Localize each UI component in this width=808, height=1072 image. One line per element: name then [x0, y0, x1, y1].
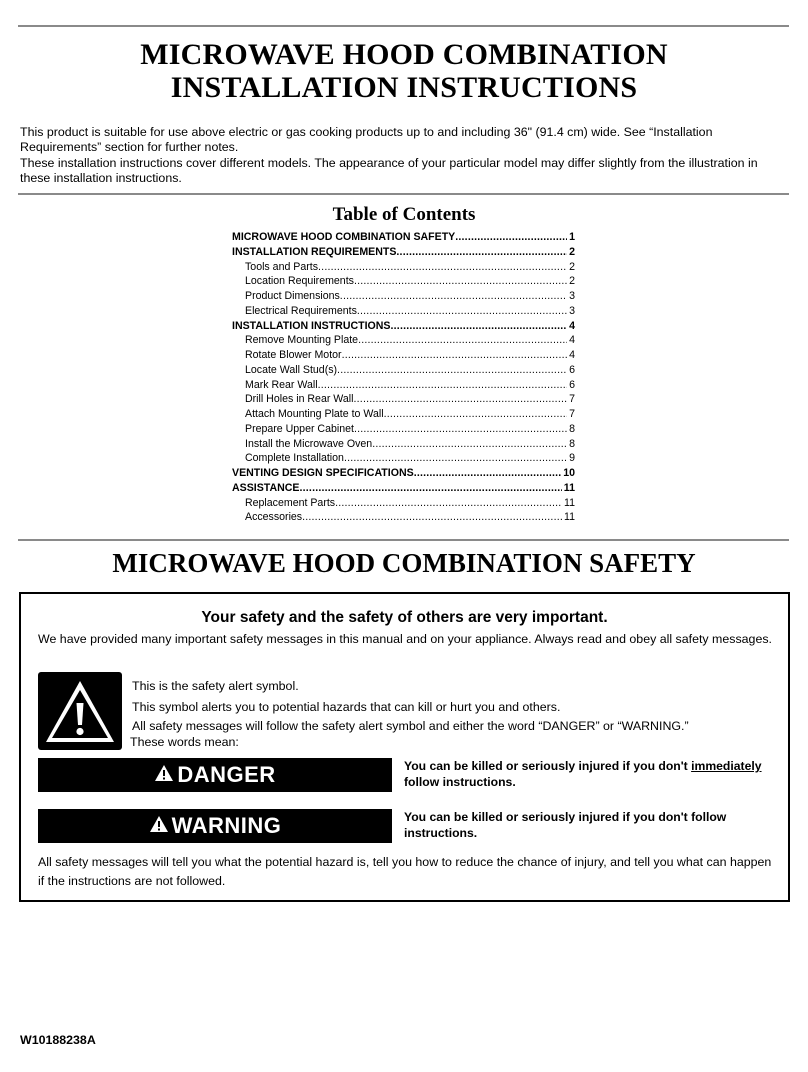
- danger-label: DANGER: [177, 762, 276, 787]
- title-line-2: INSTALLATION INSTRUCTIONS: [170, 71, 638, 104]
- toc-entry-label: Product Dimensions: [245, 290, 340, 302]
- toc-entry: [232, 378, 575, 393]
- toc-entry-page: 8: [569, 437, 575, 450]
- title-line-1: MICROWAVE HOOD COMBINATION: [140, 38, 668, 71]
- toc-entry: [232, 437, 575, 452]
- toc-entry-label: Location Requirements: [245, 275, 354, 288]
- toc-leader-dots: [344, 451, 567, 466]
- toc-entry: [232, 230, 575, 245]
- page-title: [0, 38, 808, 104]
- toc-entry-label: Install the Microwave Oven: [245, 437, 373, 450]
- toc-leader-dots: [372, 437, 567, 452]
- warning-label: WARNING: [171, 813, 282, 838]
- toc-leader-dots: [302, 510, 562, 525]
- toc-entry-label: Prepare Upper Cabinet: [245, 422, 354, 435]
- toc-entry: [232, 245, 575, 260]
- toc-entry-page: 2: [569, 245, 575, 258]
- toc-entry: [232, 392, 575, 407]
- intro-paragraph-2: These installation instructions cover different models. The appearance of your particular model may differ slightly from the illustration in these installation instructions.: [20, 156, 758, 185]
- toc-entry-label: Attach Mounting Plate to Wall: [245, 408, 384, 420]
- toc-entry-page: 7: [569, 393, 575, 406]
- toc-leader-dots: [342, 348, 568, 363]
- toc-entry-label: Remove Mounting Plate: [245, 334, 359, 347]
- safety-section-title: MICROWAVE HOOD COMBINATION SAFETY: [112, 548, 696, 578]
- toc-entry-label: INSTALLATION REQUIREMENTS: [232, 245, 397, 258]
- toc-entry: [232, 260, 575, 275]
- toc-title: Table of Contents: [332, 204, 476, 225]
- danger-text-b: follow instructions.: [404, 775, 516, 789]
- alert-line-3: All safety messages will follow the safety alert symbol and either the word “DANGER” or “WARNING.”: [132, 719, 689, 733]
- toc-leader-dots: [384, 407, 568, 422]
- danger-signal-word: [38, 758, 392, 792]
- toc-entry-page: 4: [569, 334, 575, 347]
- toc-entry-page: 8: [569, 422, 575, 435]
- toc-entry-page: 2: [569, 275, 575, 288]
- toc-leader-dots: [318, 378, 567, 393]
- safety-box-intro: We have provided many important safety messages in this manual and on your appliance. Always read and obey all safety messages.: [38, 632, 772, 646]
- toc-entry-label: INSTALLATION INSTRUCTIONS: [232, 319, 391, 332]
- safety-box: [19, 592, 790, 902]
- toc-entry: [232, 274, 575, 289]
- toc-entry-page: 3: [569, 304, 575, 317]
- toc-entry-page: 3: [569, 290, 575, 302]
- toc-leader-dots: [335, 496, 562, 511]
- toc-leader-dots: [300, 481, 562, 496]
- toc-leader-dots: [455, 230, 567, 245]
- intro-text: [20, 125, 788, 187]
- divider-toc: [18, 193, 789, 195]
- toc-entry-page: 9: [569, 452, 575, 465]
- toc-entry-page: 6: [569, 378, 575, 391]
- divider-safety: [18, 539, 789, 541]
- toc-leader-dots: [340, 289, 567, 304]
- toc-entry-page: 11: [564, 496, 575, 509]
- danger-text-emphasis: immediately: [691, 759, 762, 773]
- toc-leader-dots: [358, 333, 567, 348]
- toc-entry-label: Replacement Parts: [245, 496, 336, 509]
- toc-entry-page: 11: [564, 511, 575, 524]
- warning-description: You can be killed or seriously injured if you don't follow instructions.: [404, 810, 727, 840]
- table-of-contents: [232, 230, 575, 525]
- toc-entry-page: 4: [569, 349, 575, 361]
- warning-signal-word: [38, 809, 392, 843]
- toc-entry-page: 2: [569, 260, 575, 273]
- intro-paragraph-1: This product is suitable for use above electric or gas cooking products up to and including 36" (91.4 cm) wide. See “Installation Requirements” section for further notes.: [20, 125, 713, 154]
- toc-leader-dots: [354, 392, 568, 407]
- safety-box-footer: All safety messages will tell you what the potential hazard is, tell you how to reduce the chance of injury, and tell you what can happen if the instructions are not followed.: [38, 855, 772, 888]
- toc-entry-label: ASSISTANCE: [232, 481, 300, 494]
- toc-entry-page: 6: [569, 363, 575, 376]
- alert-triangle-icon: [149, 813, 169, 839]
- alert-line-4: These words mean:: [130, 735, 239, 749]
- toc-leader-dots: [318, 260, 567, 275]
- top-rule: [18, 25, 789, 27]
- toc-entry-label: MICROWAVE HOOD COMBINATION SAFETY: [232, 231, 456, 243]
- toc-entry-label: VENTING DESIGN SPECIFICATIONS: [232, 467, 414, 479]
- toc-entry-label: Locate Wall Stud(s): [245, 363, 338, 376]
- toc-entry: [232, 289, 575, 304]
- safety-alert-icon: [38, 672, 122, 750]
- danger-text-a: You can be killed or seriously injured if you don't: [404, 759, 692, 773]
- safety-box-heading: Your safety and the safety of others are very important.: [201, 609, 608, 626]
- toc-entry-label: Tools and Parts: [245, 260, 319, 273]
- toc-entry-label: Accessories: [245, 511, 303, 524]
- toc-entry: [232, 304, 575, 319]
- toc-entry: [232, 363, 575, 378]
- toc-entry-label: Drill Holes in Rear Wall: [245, 393, 354, 406]
- toc-entry-label: Electrical Requirements: [245, 304, 357, 317]
- alert-explanation: [132, 676, 782, 749]
- toc-entry: [232, 481, 575, 496]
- toc-leader-dots: [337, 363, 567, 378]
- toc-entry: [232, 496, 575, 511]
- danger-description: [404, 758, 784, 790]
- toc-entry: [232, 422, 575, 437]
- alert-line-1: This is the safety alert symbol.: [132, 679, 299, 693]
- toc-entry-label: Rotate Blower Motor: [245, 349, 342, 361]
- toc-entry-page: 7: [569, 408, 575, 420]
- toc-leader-dots: [354, 274, 567, 289]
- toc-entry: [232, 407, 575, 422]
- toc-entry-page: 10: [563, 467, 575, 479]
- toc-entry-page: 1: [569, 231, 575, 243]
- alert-triangle-icon: [154, 762, 174, 788]
- toc-entry: [232, 510, 575, 525]
- toc-leader-dots: [396, 245, 567, 260]
- alert-line-2: This symbol alerts you to potential hazards that can kill or hurt you and others.: [132, 699, 561, 714]
- toc-entry: [232, 333, 575, 348]
- toc-entry: [232, 319, 575, 334]
- document-number: W10188238A: [20, 1033, 96, 1047]
- toc-entry-label: Mark Rear Wall: [245, 378, 318, 391]
- toc-leader-dots: [354, 422, 567, 437]
- toc-leader-dots: [414, 466, 562, 481]
- toc-entry-page: 4: [569, 319, 575, 332]
- toc-entry: [232, 348, 575, 363]
- toc-entry: [232, 451, 575, 466]
- toc-leader-dots: [391, 319, 568, 334]
- toc-entry: [232, 466, 575, 481]
- toc-entry-label: Complete Installation: [245, 452, 344, 465]
- toc-leader-dots: [357, 304, 567, 319]
- toc-entry-page: 11: [563, 481, 575, 494]
